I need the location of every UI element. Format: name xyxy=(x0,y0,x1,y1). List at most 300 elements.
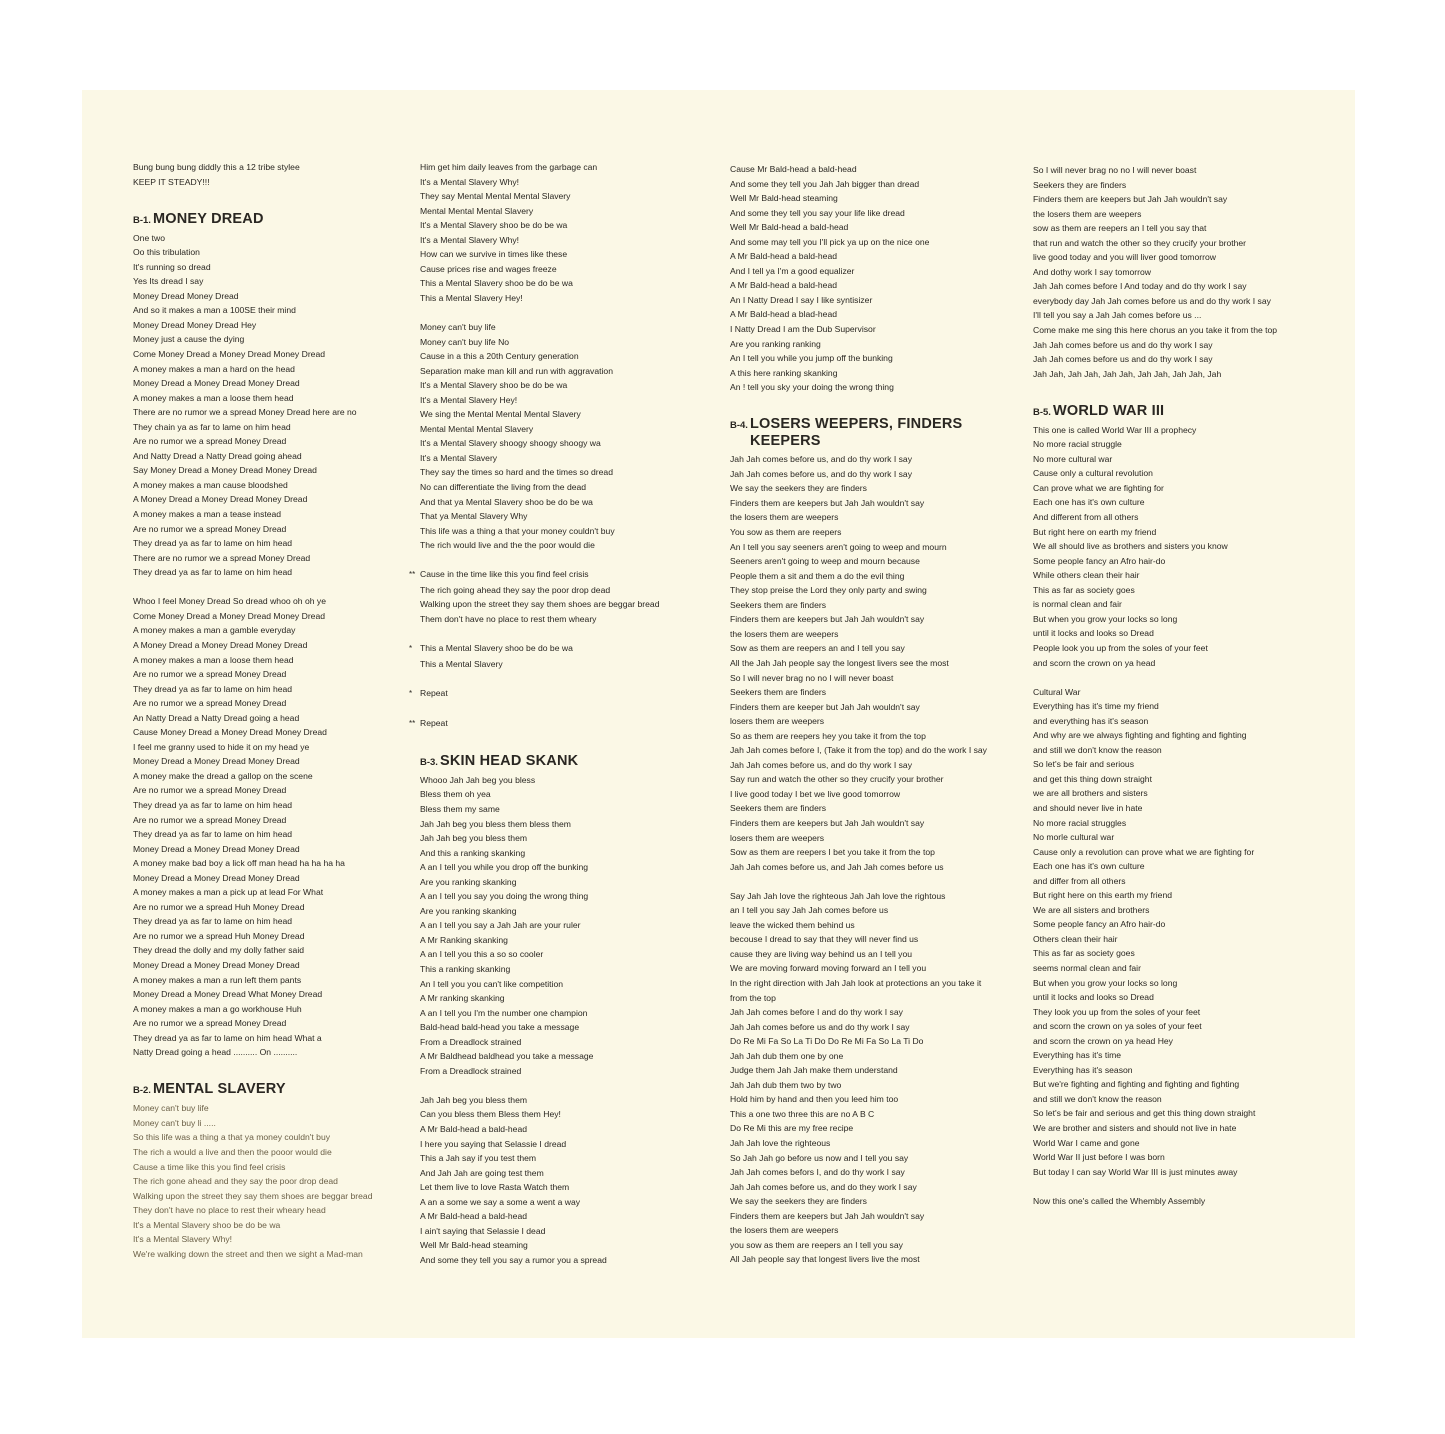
lyric-line xyxy=(420,349,705,364)
lyric-text: from the top xyxy=(730,992,776,1003)
lyric-text: Them don't have no place to rest them wheary xyxy=(420,613,597,624)
lyric-line xyxy=(420,465,705,480)
lyric-text: Can you bless them Bless them Hey! xyxy=(420,1109,561,1120)
lyric-text: They don't have no place to rest their wheary head xyxy=(133,1205,326,1216)
lyric-line xyxy=(133,769,418,784)
lyric-line xyxy=(420,1253,705,1268)
lyric-line xyxy=(1033,236,1318,251)
lyric-line xyxy=(420,451,705,466)
track-title: WORLD WAR III xyxy=(1052,402,1165,419)
lyric-line xyxy=(1033,946,1318,961)
lyric-line xyxy=(420,218,705,233)
lyric-line xyxy=(730,1063,1015,1078)
lyric-text: We're walking down the street and then we sight a Mad-man xyxy=(133,1248,363,1259)
chorus-marker: ** xyxy=(409,718,416,728)
lyric-line xyxy=(420,436,705,451)
lyric-text: Are no rumor we a spread Money Dread xyxy=(133,1018,287,1029)
lyric-text: So I will never brag no no I will never boast xyxy=(1033,165,1197,175)
lyric-line xyxy=(730,918,1015,933)
lyric-text: The rich a would a live and then the pooor would die xyxy=(133,1147,332,1157)
lyric-text: It's a Mental Slavery Why! xyxy=(420,234,520,245)
lyric-line xyxy=(1033,221,1318,236)
lyric-line xyxy=(420,977,705,992)
lyric-line xyxy=(133,1116,418,1131)
lyric-text: Are no rumor we a spread Money Dread xyxy=(133,669,287,680)
lyric-line xyxy=(730,191,1015,206)
lyric-line xyxy=(1033,801,1318,816)
lyric-text: No more cultural war xyxy=(1033,453,1113,464)
lyric-line xyxy=(420,947,705,962)
lyric-text: They say the times so hard and the times so dread xyxy=(420,467,613,478)
lyric-text: Cause in a this a 20th Century generation xyxy=(420,351,579,362)
lyric-text: Can prove what we are fighting for xyxy=(1033,482,1164,493)
lyric-line xyxy=(420,509,705,524)
stanza-break xyxy=(133,580,418,595)
stanza-break xyxy=(420,1078,705,1093)
lyric-text: Do Re Mi Fa So La Ti Do Do Re Mi Fa So La Ti Do xyxy=(730,1036,924,1047)
track-heading xyxy=(133,1081,418,1099)
lyric-text: Money Dread a Money Dread Money Dread xyxy=(133,378,300,389)
lyric-text: Some people fancy an Afro hair-do xyxy=(1033,919,1166,930)
lyric-text: Jah Jah comes before us and do thy work I say xyxy=(1033,354,1213,365)
lyric-text: A money makes a man cause bloodshed xyxy=(133,479,288,490)
lyric-line xyxy=(420,1209,705,1224)
lyric-text: Jah Jah comes before us, and do thy work I say xyxy=(730,759,912,770)
lyric-line xyxy=(1033,859,1318,874)
lyric-text: I Natty Dread I am the Dub Supervisor xyxy=(730,324,876,335)
lyric-text: and scorn the crown on ya soles of your feet xyxy=(1033,1021,1202,1032)
lyric-line xyxy=(1033,163,1318,178)
lyric-line xyxy=(1033,1106,1318,1121)
lyric-line xyxy=(1033,728,1318,743)
lyric-text: That ya Mental Slavery Why xyxy=(420,511,528,522)
lyric-text: People look you up from the soles of your feet xyxy=(1033,642,1208,653)
lyric-line xyxy=(730,380,1015,395)
lyric-text: Each one has it's own culture xyxy=(1033,497,1145,508)
lyric-line xyxy=(420,612,705,627)
lyric-text: Money Dread Money Dread Hey xyxy=(133,319,257,330)
lyric-text: the losers them are weepers xyxy=(1033,208,1142,219)
lyric-text: And dothy work I say tomorrow xyxy=(1033,266,1151,277)
lyric-text: We are brother and sisters and should not live in hate xyxy=(1033,1123,1237,1133)
lyric-text: Are no rumor we a spread Money Dread xyxy=(133,698,287,709)
lyric-line xyxy=(420,583,705,598)
lyric-line xyxy=(1033,1063,1318,1078)
lyric-text: But today I can say World War III is just minutes away xyxy=(1033,1166,1238,1177)
lyric-line xyxy=(730,671,1015,686)
lyric-line xyxy=(1033,641,1318,656)
lyric-text: Jah Jah comes before us and do thy work I say xyxy=(1033,339,1213,350)
lyric-text: Say Jah Jah love the righteous Jah Jah love the rightous xyxy=(730,890,946,901)
lyric-line xyxy=(730,1049,1015,1064)
lyric-line xyxy=(1033,976,1318,991)
lyric-line xyxy=(420,1049,705,1064)
lyric-text: And so it makes a man a 100SE their mind xyxy=(133,305,296,316)
lyric-text: This a Jah say if you test them xyxy=(420,1153,537,1164)
lyric-line xyxy=(730,845,1015,860)
lyric-text: A this here ranking skanking xyxy=(730,367,838,378)
lyric-line xyxy=(420,846,705,861)
lyric-text: World War II just before I was born xyxy=(1033,1152,1165,1163)
lyric-text: Finders them are keepers but Jah Jah wouldn't say xyxy=(730,1210,925,1221)
lyric-text: A money makes a man a go workhouse Huh xyxy=(133,1003,302,1014)
lyric-text: Money Dread a Money Dread Money Dread xyxy=(133,872,300,883)
lyric-text: Cultural War xyxy=(1033,686,1081,697)
lyric-line xyxy=(133,1218,418,1233)
lyrics-column-3 xyxy=(730,162,1015,1267)
lyric-line xyxy=(420,1195,705,1210)
lyric-line xyxy=(420,524,705,539)
lyric-line xyxy=(730,307,1015,322)
lyric-text: And some they tell you say your life like dread xyxy=(730,207,905,218)
lyric-text: Are you ranking skanking xyxy=(420,876,517,887)
lyric-line xyxy=(730,772,1015,787)
lyric-text: Finders them are keepers but Jah Jah wouldn't say xyxy=(1033,194,1228,205)
lyric-line xyxy=(420,335,705,350)
lyric-line xyxy=(1033,612,1318,627)
lyric-line xyxy=(1033,961,1318,976)
lyric-line xyxy=(1033,437,1318,452)
lyric-text: In the right direction with Jah Jah look at protections an you take it xyxy=(730,977,982,988)
lyric-line xyxy=(133,303,418,318)
lyric-line xyxy=(730,641,1015,656)
lyric-line xyxy=(420,860,705,875)
lyric-line xyxy=(420,904,705,919)
lyric-line xyxy=(133,900,418,915)
lyric-line xyxy=(1033,192,1318,207)
lyric-line xyxy=(133,1130,418,1145)
lyric-text: Cause only a cultural revolution xyxy=(1033,468,1153,479)
lyric-text: They dread ya as far to lame on him head xyxy=(133,683,293,694)
lyric-line xyxy=(730,481,1015,496)
lyric-line xyxy=(420,291,705,306)
lyric-text: Jah Jah love the righteous xyxy=(730,1138,831,1148)
lyric-line xyxy=(730,1020,1015,1035)
lyric-sheet xyxy=(82,90,1355,1338)
lyric-text: So let's be fair and serious and get this thing down straight xyxy=(1033,1108,1256,1119)
lyric-text: A an I tell you say you doing the wrong thing xyxy=(420,891,589,902)
lyric-text: Jah Jah dub them one by one xyxy=(730,1050,844,1061)
lyric-line xyxy=(133,274,418,289)
lyric-line xyxy=(730,831,1015,846)
lyric-line xyxy=(420,495,705,510)
lyric-line xyxy=(133,958,418,973)
lyric-text: Cause Mr Bald-head a bald-head xyxy=(730,164,857,174)
lyric-text: While others clean their hair xyxy=(1033,570,1140,581)
lyric-text: All Jah people say that longest livers live the most xyxy=(730,1254,920,1265)
lyric-line xyxy=(133,871,418,886)
lyric-line xyxy=(420,247,705,262)
lyric-line xyxy=(420,1064,705,1079)
stanza-break xyxy=(1033,381,1318,396)
lyric-line xyxy=(133,160,418,175)
lyric-line xyxy=(730,1209,1015,1224)
lyric-text: A an I tell you say a Jah Jah are your ruler xyxy=(420,920,581,931)
lyric-line xyxy=(420,175,705,190)
lyric-text: No morle cultural war xyxy=(1033,832,1115,843)
lyric-line xyxy=(133,420,418,435)
lyric-line xyxy=(420,1166,705,1181)
lyric-line xyxy=(730,162,1015,177)
lyric-line xyxy=(730,235,1015,250)
lyric-line xyxy=(730,351,1015,366)
lyric-text: is normal clean and fair xyxy=(1033,599,1122,610)
lyric-line xyxy=(730,1151,1015,1166)
lyric-text: A Mr Ranking skanking xyxy=(420,934,508,945)
track-number: B-3. xyxy=(420,756,438,768)
lyric-text: Bless them my same xyxy=(420,803,500,814)
lyric-text: We are all sisters and brothers xyxy=(1033,904,1150,915)
lyrics-column-2 xyxy=(409,160,705,1267)
lyric-line xyxy=(133,623,418,638)
lyric-text: cause they are living way behind us an I tell you xyxy=(730,948,913,959)
lyric-text: An I tell you while you jump off the bunking xyxy=(730,353,893,364)
track-heading xyxy=(1033,403,1318,421)
lyric-line xyxy=(1033,583,1318,598)
lyric-text: until it locks and looks so Dread xyxy=(1033,628,1154,639)
lyric-line xyxy=(133,1189,418,1204)
lyric-line xyxy=(730,1252,1015,1267)
lyric-line xyxy=(730,860,1015,875)
lyric-line xyxy=(133,754,418,769)
lyric-line xyxy=(133,987,418,1002)
lyric-text: Now this one's called the Whembly Assembly xyxy=(1033,1195,1206,1206)
lyric-line xyxy=(420,204,705,219)
lyric-text: And different from all others xyxy=(1033,512,1139,523)
lyric-line xyxy=(420,538,705,553)
lyric-line xyxy=(133,391,418,406)
lyric-line xyxy=(420,773,705,788)
lyric-text: an I tell you say Jah Jah comes before us xyxy=(730,905,889,916)
lyric-text: An I Natty Dread I say I like syntisizer xyxy=(730,294,873,305)
lyric-text: They dread ya as far to lame on him head xyxy=(133,829,293,840)
lyric-text: This a Mental Slavery xyxy=(420,658,503,669)
lyric-line xyxy=(730,961,1015,976)
stanza-break xyxy=(730,395,1015,410)
lyric-line xyxy=(133,376,418,391)
lyric-line xyxy=(133,711,418,726)
lyric-line xyxy=(133,914,418,929)
lyric-text: Judge them Jah Jah make them understand xyxy=(730,1065,898,1076)
lyric-text: Jah Jah beg you bless them xyxy=(420,1094,528,1105)
lyric-text: and get this thing down straight xyxy=(1033,773,1152,784)
lyric-text: Are you ranking skanking xyxy=(420,905,517,916)
stanza-break xyxy=(1033,1179,1318,1194)
lyric-text: A money makes a man a tease instead xyxy=(133,509,282,520)
lyric-text: Seekers them are finders xyxy=(730,803,827,814)
lyric-text: Do Re Mi this are my free recipe xyxy=(730,1123,854,1134)
lyric-line xyxy=(420,1137,705,1152)
lyric-text: Repeat xyxy=(420,687,448,698)
lyric-text: sow as them are reepers an I tell you say that xyxy=(1033,223,1207,234)
lyric-line xyxy=(1033,250,1318,265)
lyric-line xyxy=(133,536,418,551)
lyric-text: They dread ya as far to lame on him head xyxy=(133,567,293,578)
lyric-text: And some may tell you I'll pick ya up on the nice one xyxy=(730,236,930,247)
lyric-text: Repeat xyxy=(420,717,448,728)
lyric-line xyxy=(133,973,418,988)
lyric-line xyxy=(133,1101,418,1116)
lyric-text: Money can't buy life xyxy=(420,322,496,333)
lyric-line xyxy=(420,802,705,817)
chorus-marker: ** xyxy=(409,570,416,580)
lyric-text: It's a Mental Slavery Hey! xyxy=(420,394,518,405)
lyric-text: Cause in the time like this you find feel crisis xyxy=(420,569,589,580)
lyric-line xyxy=(1033,1077,1318,1092)
lyric-text: Jah Jah comes before us, and do thy work I say xyxy=(730,468,912,479)
lyric-text: the losers them are weepers xyxy=(730,512,839,523)
lyric-text: But we're fighting and fighting and fighting and fighting xyxy=(1033,1079,1240,1090)
lyric-line xyxy=(133,231,418,246)
lyric-text: Finders them are keepers but Jah Jah wouldn't say xyxy=(730,817,925,828)
lyric-text: The rich going ahead they say the poor drop dead xyxy=(420,584,611,595)
stanza-break xyxy=(420,731,705,746)
lyric-line xyxy=(730,976,1015,991)
lyric-text: Bung bung bung diddly this a 12 tribe stylee xyxy=(133,162,300,172)
lyric-line xyxy=(1033,452,1318,467)
lyric-line xyxy=(133,463,418,478)
lyric-line xyxy=(1033,1005,1318,1020)
lyric-line xyxy=(1033,685,1318,700)
lyric-line xyxy=(730,612,1015,627)
lyric-text: I feel me granny used to hide it on my head ye xyxy=(133,741,310,752)
lyric-text: Natty Dread going a head .......... On .......... xyxy=(133,1047,298,1058)
stanza-break xyxy=(1033,670,1318,685)
lyric-line xyxy=(409,716,705,732)
lyric-line xyxy=(730,801,1015,816)
lyric-text: They dread ya as far to lame on him head xyxy=(133,799,293,810)
lyric-text: How can we survive in times like these xyxy=(420,249,568,260)
lyrics-column-1 xyxy=(133,160,418,1261)
lyric-line xyxy=(420,831,705,846)
lyric-text: Walking upon the street they say them shoes are beggar bread xyxy=(420,599,660,610)
lyric-text: Let them live to love Rasta Watch them xyxy=(420,1182,570,1193)
lyric-text: Jah Jah comes before I, (Take it from the top) and do the work I say xyxy=(730,745,987,756)
lyric-line xyxy=(730,510,1015,525)
lyric-text: There are no rumor we a spread Money Dread xyxy=(133,552,311,563)
lyric-line xyxy=(420,189,705,204)
lyric-text: Finders them are keepers but Jah Jah wouldn't say xyxy=(730,497,925,508)
lyric-text: Well Mr Bald-head steaming xyxy=(420,1240,528,1251)
lyric-text: live good today and you will liver good tomorrow xyxy=(1033,252,1216,263)
stanza-break xyxy=(420,671,705,686)
lyric-line xyxy=(730,583,1015,598)
lyric-line xyxy=(133,943,418,958)
lyric-line xyxy=(133,1247,418,1262)
lyric-text: The rich gone ahead and they say the poor drop dead xyxy=(133,1176,338,1187)
lyric-line xyxy=(133,725,418,740)
lyric-text: Cause Money Dread a Money Dread Money Dread xyxy=(133,727,327,738)
lyric-text: Come make me sing this here chorus an you take it from the top xyxy=(1033,325,1278,336)
lyric-text: Whoo I feel Money Dread So dread whoo oh oh ye xyxy=(133,596,326,607)
lyric-line xyxy=(730,206,1015,221)
lyric-text: that run and watch the other so they crucify your brother xyxy=(1033,237,1247,248)
lyric-text: But when you grow your locks so long xyxy=(1033,977,1178,988)
lyric-line xyxy=(133,522,418,537)
lyric-line xyxy=(420,933,705,948)
lyric-text: People them a sit and them a do the evil thing xyxy=(730,570,905,581)
lyric-text: the losers them are weepers xyxy=(730,1225,839,1236)
lyric-text: Money can't buy life No xyxy=(420,336,510,347)
lyric-line xyxy=(133,813,418,828)
lyric-line xyxy=(133,318,418,333)
lyric-line xyxy=(420,597,705,612)
lyric-line xyxy=(133,1174,418,1189)
lyric-text: But right here on this earth my friend xyxy=(1033,890,1173,901)
lyric-line xyxy=(133,405,418,420)
lyric-text: Say Money Dread a Money Dread Money Dread xyxy=(133,465,317,476)
lyric-text: A an I tell you while you drop off the bunking xyxy=(420,862,589,873)
lyric-text: Well Mr Bald-head steaming xyxy=(730,193,838,204)
lyric-line xyxy=(730,452,1015,467)
lyric-text: This a one two three this are no A B C xyxy=(730,1108,875,1119)
lyric-line xyxy=(133,1016,418,1031)
lyric-text: Money Dread a Money Dread What Money Dread xyxy=(133,989,323,1000)
lyric-line xyxy=(730,366,1015,381)
lyric-text: and scorn the crown on ya head Hey xyxy=(1033,1035,1173,1046)
lyric-line xyxy=(133,478,418,493)
lyric-line xyxy=(133,1145,418,1160)
lyric-line xyxy=(1033,888,1318,903)
lyric-text: A an a some we say a some a went a way xyxy=(420,1196,581,1207)
lyric-line xyxy=(133,332,418,347)
lyric-line xyxy=(730,540,1015,555)
lyric-line xyxy=(420,233,705,248)
lyric-text: World War I came and gone xyxy=(1033,1137,1140,1148)
lyric-line xyxy=(1033,699,1318,714)
lyric-text: A money makes a man a loose them head xyxy=(133,654,294,665)
lyric-text: They dread ya as far to lame on him head xyxy=(133,916,293,927)
lyric-line xyxy=(1033,757,1318,772)
lyric-text: We all should live as brothers and sisters you know xyxy=(1033,541,1228,552)
lyric-line xyxy=(133,347,418,362)
stanza-break xyxy=(133,1060,418,1075)
lyric-line xyxy=(133,434,418,449)
lyric-line xyxy=(1033,466,1318,481)
lyric-line xyxy=(730,903,1015,918)
lyric-text: Others clean their hair xyxy=(1033,933,1118,944)
lyric-line xyxy=(730,656,1015,671)
lyric-line xyxy=(1033,903,1318,918)
lyric-line xyxy=(730,1005,1015,1020)
lyric-text: Come Money Dread a Money Dread Money Dread xyxy=(133,610,326,621)
lyric-text: An I tell you you can't like competition xyxy=(420,978,564,989)
lyric-text: Whooo Jah Jah beg you bless xyxy=(420,774,536,785)
lyric-text: A Mr Bald-head a bald-head xyxy=(420,1124,528,1134)
lyric-text: Oo this tribulation xyxy=(133,247,200,258)
lyric-line xyxy=(1033,772,1318,787)
lyric-text: Jah Jah dub them two by two xyxy=(730,1079,842,1090)
track-title: MONEY DREAD xyxy=(152,210,264,227)
lyric-line xyxy=(133,245,418,260)
track-number: B-2. xyxy=(133,1085,151,1097)
lyric-line xyxy=(1033,597,1318,612)
lyric-text: Money Dread a Money Dread Money Dread xyxy=(133,843,300,854)
lyric-text: It's a Mental Slavery shoogy shoogy shoogy wa xyxy=(420,438,601,449)
lyric-line xyxy=(730,554,1015,569)
lyric-text: the losers them are weepers xyxy=(730,628,839,639)
lyric-text: And this a ranking skanking xyxy=(420,847,526,858)
lyric-text: I'll tell you say a Jah Jah comes before us ... xyxy=(1033,310,1202,321)
lyric-line xyxy=(420,1093,705,1108)
lyric-text: Jah Jah comes before I And today and do thy work I say xyxy=(1033,281,1247,292)
lyric-line xyxy=(730,700,1015,715)
lyric-line xyxy=(1033,554,1318,569)
lyric-line xyxy=(1033,626,1318,641)
lyric-line xyxy=(1033,525,1318,540)
lyric-text: Cause a time like this you find feel crisis xyxy=(133,1161,286,1172)
lyric-text: A an I tell you this a so so cooler xyxy=(420,949,544,960)
